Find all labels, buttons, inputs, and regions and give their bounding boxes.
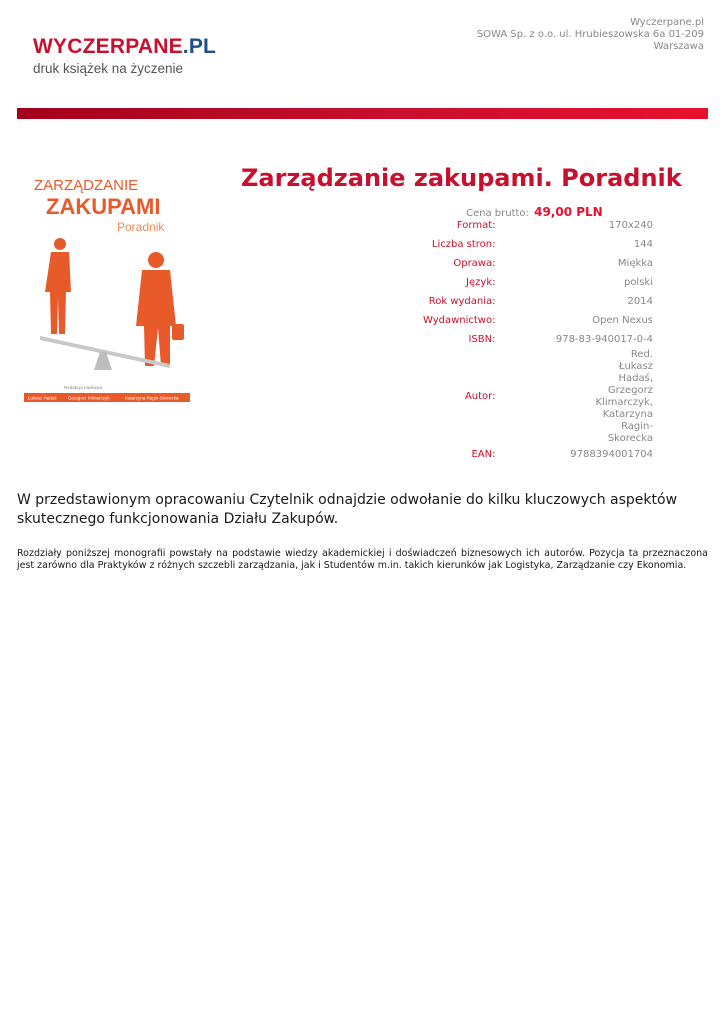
header-banner — [17, 108, 708, 119]
logo-tagline: druk książek na życzenie — [33, 61, 184, 76]
cover-title-line1: ZARZĄDZANIE — [34, 177, 139, 194]
detail-row — [400, 235, 655, 254]
detail-value: 9788394001704 — [570, 448, 653, 460]
detail-value: polski — [623, 276, 653, 288]
detail-label: Wydawnictwo: — [422, 314, 496, 326]
cover-author-1: Łukasz Hadaś — [28, 395, 57, 401]
detail-label: Oprawa: — [453, 257, 496, 269]
detail-row — [400, 330, 655, 349]
detail-label: ISBN: — [468, 333, 496, 345]
detail-label: Liczba stron: — [431, 238, 496, 250]
cover-author-2: Grzegorz Klimarczyk — [68, 395, 110, 401]
company-site: Wyczerpane.pl — [630, 17, 704, 28]
description-lead: W przedstawionym opracowaniu Czytelnik odnajdzie odwołanie do kilku kluczowych aspektów skutecznego funkcjonowania Działu Zakupów. — [17, 492, 678, 527]
detail-row — [400, 292, 655, 311]
detail-value: 2014 — [627, 295, 653, 307]
cover-subtitle: Poradnik — [117, 220, 165, 234]
cover-title-line2: ZAKUPAMI — [46, 194, 161, 219]
detail-value: 170x240 — [608, 219, 653, 231]
small-person-figure — [45, 238, 71, 334]
detail-value[interactable]: Red. Łukasz Hadaś, Grzegorz Klimarczyk, Katarzyna Ragin-Skorecka — [595, 349, 653, 444]
detail-label: Format: — [456, 219, 496, 231]
detail-value[interactable]: Open Nexus — [592, 314, 653, 326]
company-address: SOWA Sp. z o.o. ul. Hrubieszowska 6a 01-209 — [476, 29, 704, 40]
cover-editor-label: Redakcja naukowa — [64, 385, 103, 390]
site-logo[interactable] — [33, 36, 216, 76]
price-value: 49,00 PLN — [534, 205, 603, 219]
company-city: Warszawa — [653, 41, 704, 52]
detail-row — [400, 254, 655, 273]
detail-label: Język: — [466, 276, 496, 288]
large-person-figure — [136, 252, 184, 366]
detail-row — [400, 349, 655, 445]
company-info — [477, 17, 704, 53]
product-title: Zarządzanie zakupami. Poradnik — [241, 164, 682, 192]
detail-label: Rok wydania: — [428, 295, 496, 307]
logo-wordmark: WYCZERPANE.PL — [33, 35, 217, 58]
detail-value: 978-83-940017-0-4 — [555, 333, 653, 345]
detail-value: 144 — [633, 238, 653, 250]
detail-row — [400, 273, 655, 292]
description-body: Rozdziały poniższej monografii powstały na podstawie wiedzy akademickiej i doświadczeń biznesowych ich autorów. Pozycja ta przeznaczona jest zarówno dla Praktyków z różnych szczebli zarządzania, jak i Studentów m.in. takich kierunków jak Logistyka, Zarządzanie czy Ekonomia. — [17, 548, 708, 571]
detail-label: EAN: — [471, 448, 496, 460]
detail-row — [400, 445, 655, 464]
book-cover-image — [20, 166, 196, 410]
detail-row — [400, 311, 655, 330]
cover-author-3: Katarzyna Ragin-Skorecka — [125, 395, 179, 401]
detail-label: Autor: — [464, 391, 496, 402]
product-details-table — [400, 216, 655, 464]
price-label: Cena brutto: — [466, 208, 529, 219]
detail-value: Miękka — [617, 257, 653, 269]
detail-row — [400, 216, 655, 235]
